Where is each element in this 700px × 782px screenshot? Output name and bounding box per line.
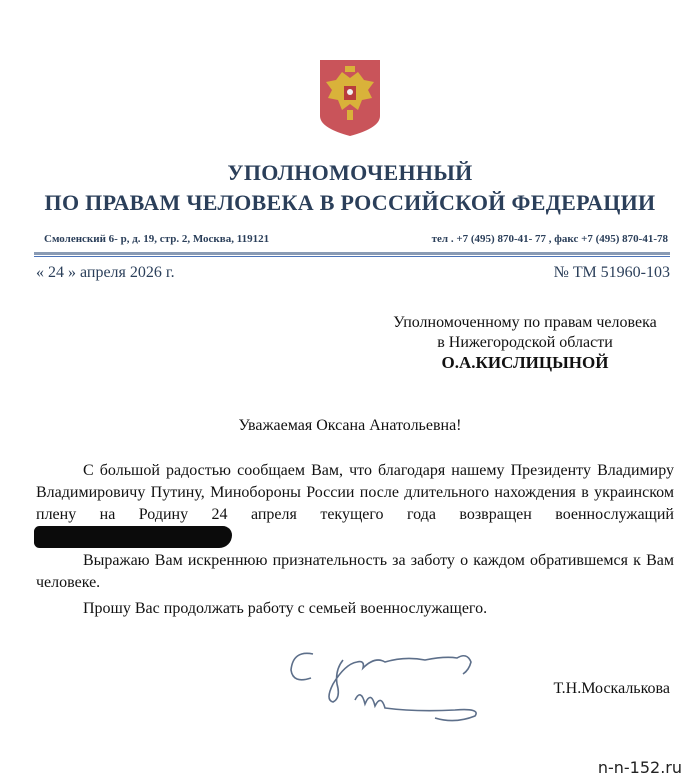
letterhead-subtitle: ПО ПРАВАМ ЧЕЛОВЕКА В РОССИЙСКОЙ ФЕДЕРАЦИИ — [44, 190, 656, 215]
header-divider — [34, 252, 670, 255]
addressee-line1: Уполномоченному по правам человека — [393, 314, 657, 331]
paragraph-2: Выражаю Вам искреннюю признательность за заботу о каждом обратившемся к Вам человеке. — [36, 552, 674, 591]
paragraph-3: Прошу Вас продолжать работу с семьей военнослужащего. — [83, 600, 488, 617]
signer-name: Т.Н.Москалькова — [553, 680, 670, 697]
handwritten-signature — [285, 640, 545, 740]
letterhead-title: УПОЛНОМОЧЕННЫЙ — [227, 160, 473, 185]
addressee-name: О.А.КИСЛИЦЫНОЙ — [441, 353, 609, 372]
site-watermark: n-n-152.ru — [597, 758, 682, 777]
document-date: « 24 » апреля 2026 г. — [36, 264, 175, 281]
document-number: № ТМ 51960-103 — [553, 264, 670, 281]
letter-body — [36, 460, 674, 620]
letterhead-contacts: тел . +7 (495) 870-41- 77 , факс +7 (495) 870-41-78 — [431, 233, 668, 245]
header-divider-thin — [34, 256, 670, 257]
letterhead-address: Смоленский 6- р, д. 19, стр. 2, Москва, 119121 — [44, 233, 270, 245]
paragraph-1 — [36, 460, 674, 550]
coat-of-arms-emblem — [318, 58, 382, 138]
addressee-block — [360, 313, 690, 373]
redaction-mark — [34, 526, 232, 548]
greeting: Уважаемая Оксана Анатольевна! — [238, 417, 462, 434]
addressee-line2: в Нижегородской области — [437, 334, 613, 351]
paragraph-1-text: С большой радостью сообщаем Вам, что благодаря нашему Президенту Владимиру Владимировичу Путину, Минобороны России после длительного нахождения в украинском плену на Родину 24 апреля текущего года возвращен военнослужащий — [36, 462, 674, 523]
